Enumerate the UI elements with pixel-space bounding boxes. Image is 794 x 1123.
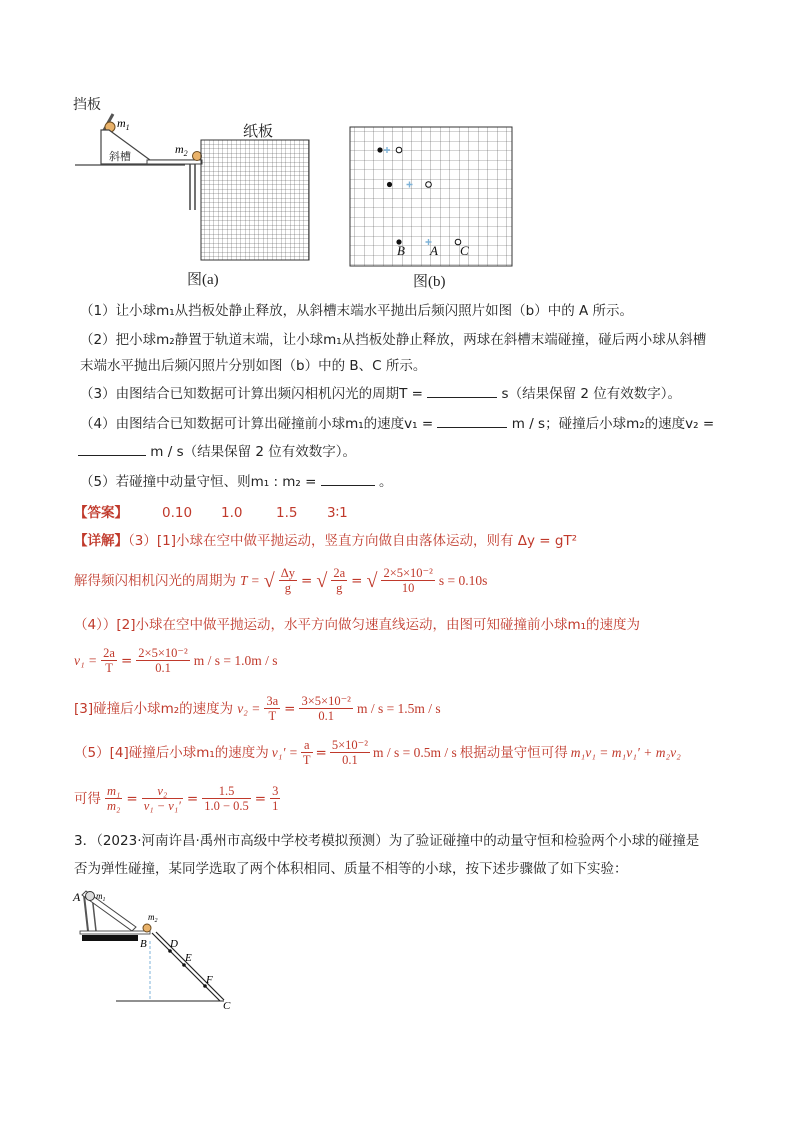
detail-line-6: （5）[4]碰撞后小球m₁的速度为 v₁′ = $\frac{a}{T}$ = $\frac{\text{5×10⁻²}}{0.1}$ m / s = 0.5m / s 根据动量守恒可得 m₁v₁ = m₁v₁′ + m₂v₂ xyxy=(74,738,681,767)
answer-4: 3∶1 xyxy=(327,505,348,521)
grid-board xyxy=(201,140,309,260)
svg-text:m1: $m_1$ xyxy=(96,891,106,903)
blank-period[interactable] xyxy=(427,383,497,398)
svg-text:m1: $m_1$ xyxy=(117,116,130,132)
blank-mass-ratio[interactable] xyxy=(321,471,375,486)
figure-a-caption: 图(a) xyxy=(187,272,219,288)
figure-c xyxy=(70,885,250,1015)
detail-line-7: 可得 $\frac{\text{m₁}}{\text{m₂}}$ = $\frac{\text{v₂}}{\text{v₁ − v₁′}}$ = $\frac{1.5}{1.0 - 0.5}$ = $\frac{3}{1}$ xyxy=(74,784,279,813)
label-F-point: F xyxy=(206,974,213,986)
question-3-line-1: 3．（2023·河南许昌·禹州市高级中学校考模拟预测）为了验证碰撞中的动量守恒和检验两个小球的碰撞是 xyxy=(74,833,700,849)
figure-a xyxy=(65,90,325,290)
ball-m2-c xyxy=(143,924,151,932)
question-3-line-2: 否为弹性碰撞，某同学选取了两个体积相同、质量不相等的小球，按下述步骤做了如下实验： xyxy=(74,861,628,877)
baffle-label: 挡板 xyxy=(73,97,101,113)
paper-label: 纸板 xyxy=(243,122,274,140)
detail-line-3: （4））[2]小球在空中做平抛运动，水平方向做匀速直线运动，由图可知碰撞前小球m₁的速度为 xyxy=(74,617,641,633)
step-4-line-1: （4）由图结合已知数据可计算出碰撞前小球m₁的速度v₁ = m / s；碰撞后小球m₂的速度v₂ = xyxy=(80,413,714,435)
label-A: A xyxy=(430,243,438,258)
label-B-point: B xyxy=(140,938,147,950)
blank-v1[interactable] xyxy=(437,413,507,428)
label-B: B xyxy=(397,243,405,258)
step-2-line-1: （2）把小球m₂静置于轨道末端，让小球m₁从挡板处静止释放，两球在斜槽末端碰撞，碰后两小球从斜槽 xyxy=(80,332,707,348)
svg-text:m2: $m_2$ xyxy=(148,912,158,924)
label-C: C xyxy=(460,243,469,258)
step-1: （1）让小球m₁从挡板处静止释放，从斜槽末端水平抛出后频闪照片如图（b）中的 A 所示。 xyxy=(80,303,634,319)
answer-2: 1.0 xyxy=(221,505,243,521)
detail-line-1: 【详解】（3）[1]小球在空中做平抛运动，竖直方向做自由落体运动，则有 Δy = gT² xyxy=(74,533,578,549)
answer-3: 1.5 xyxy=(276,505,298,521)
label-D-point: D xyxy=(170,938,178,950)
answer-1: 0.10 xyxy=(162,505,193,521)
answer-label: 【答案】 xyxy=(74,505,128,521)
step-5: （5）若碰撞中动量守恒、则m₁ : m₂ = 。 xyxy=(80,471,393,493)
incline xyxy=(152,933,220,1001)
label-E-point: E xyxy=(185,952,192,964)
figure-b xyxy=(345,122,525,292)
ball-m1-c xyxy=(86,892,95,901)
label-A-point: A xyxy=(73,890,81,904)
figure-b-caption: 图(b) xyxy=(413,274,446,290)
detail-line-2: 解得频闪相机闪光的周期为 T = √ $\frac{\Delta y}{g}$ = √ $\frac{2a}{g}$ = √ $\frac{\text{2×5×10⁻²}}{10}$ s = 0.10s xyxy=(74,566,488,595)
step-3: （3）由图结合已知数据可计算出频闪相机闪光的周期T = s（结果保留 2 位有效数字）。 xyxy=(80,383,681,405)
detail-line-4: v₁ = $\frac{2a}{T}$ = $\frac{\text{2×5×10⁻²}}{0.1}$ m / s = 1.0m / s xyxy=(74,646,278,675)
step-4-line-2: m / s（结果保留 2 位有效数字）。 xyxy=(78,441,356,463)
step-2-line-2: 末端水平抛出后频闪照片分别如图（b）中的 B、C 所示。 xyxy=(80,358,427,374)
detail-line-5: [3]碰撞后小球m₂的速度为 v₂ = $\frac{3a}{T}$ = $\frac{\text{3×5×10⁻²}}{0.1}$ m / s = 1.5m / s xyxy=(74,694,441,723)
svg-text:m2: $m_2$ xyxy=(175,142,188,158)
table-top xyxy=(82,935,138,941)
ball-m2 xyxy=(193,152,202,161)
label-C-point: C xyxy=(223,1000,231,1012)
blank-v2[interactable] xyxy=(78,441,146,456)
slope-label: 斜槽 xyxy=(109,150,131,163)
